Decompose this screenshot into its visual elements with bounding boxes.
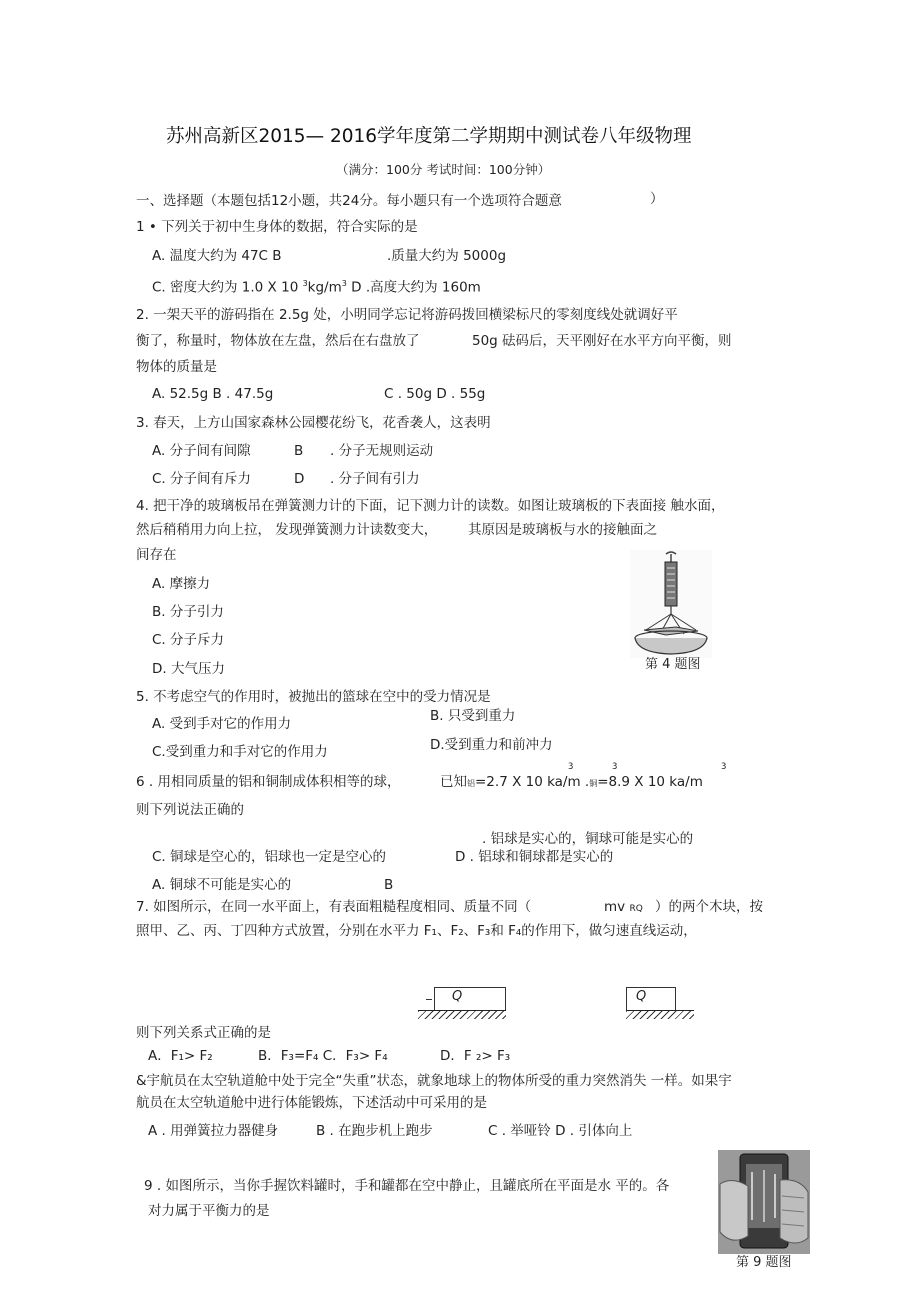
cu-density: =8.9 X 10 ka/m (597, 774, 703, 790)
option-c (152, 280, 481, 295)
section-header-close: ） (650, 191, 664, 207)
option-b-letter: B (294, 443, 304, 459)
exponent: 3 (568, 762, 574, 772)
section-header: 一、选择题（本题包括12小题，共24分。每小题只有一个选项符合题意 (136, 193, 562, 209)
question-stem-line2: 对力属于平衡力的是 (148, 1203, 270, 1219)
option-c: C. 铜球是空心的，铝球也一定是空心的 (152, 849, 387, 865)
mass-relation (604, 901, 643, 915)
question-stem-cont: ）的两个木块，按 (655, 899, 763, 915)
question-stem-line2: 照甲、乙、丙、丁四种方式放置，分别在水平力 F₁、F₂、F₃和 F₄的作用下，做匀速直线运动， (136, 923, 697, 939)
option-d: D. 大气压力 (152, 661, 225, 677)
option-a: A. 铜球不可能是实心的 (152, 877, 292, 893)
block-figure-2 (626, 985, 694, 1021)
option-b: .质量大约为 5000g (387, 248, 507, 264)
option-b: B. 分子引力 (152, 604, 224, 620)
block-label: Q (452, 989, 463, 1004)
option-a: A. 受到手对它的作用力 (152, 716, 292, 732)
block-label: Q (636, 989, 647, 1004)
question-stem: 9 . 如图所示，当你手握饮料罐时，手和罐都在空中静止，且罐底所在平面是水 平的。各 (144, 1178, 670, 1194)
option-c: C. 分子斥力 (152, 632, 225, 648)
given-density (440, 776, 703, 790)
option-bc: B．F₃=F₄ C．F₃> F₄ (258, 1048, 388, 1064)
option-a: A. 温度大约为 47C B (152, 248, 282, 264)
figure-caption: 第 4 题图 (645, 657, 701, 672)
question-stem: 7. 如图所示，在同一水平面上，有表面粗糙程度相同、质量不同（ (136, 899, 532, 915)
wood-block (626, 987, 676, 1011)
option-c: C. 分子间有斥力 (152, 471, 252, 487)
question-stem: 2. 一架天平的游码指在 2.5g 处，小明同学忘记将游码拨回横梁标尺的零刻度线处就调好平 (136, 307, 678, 323)
page-title: 苏州高新区2015— 2016学年度第二学期期中测试卷八年级物理 (166, 126, 692, 147)
option-d: D．F ₂> F₃ (440, 1048, 511, 1064)
option-b: B . 在跑步机上跑步 (316, 1123, 433, 1139)
exponent: 3 (721, 762, 727, 772)
option-d: . 分子间有引力 (330, 471, 420, 487)
option-c: C.受到重力和手对它的作用力 (152, 744, 328, 760)
question-stem: 5. 不考虑空气的作用时，被抛出的篮球在空中的受力情况是 (136, 689, 491, 705)
exam-info: （满分：100分 考试时间：100分钟） (336, 162, 551, 177)
figure-caption: 第 9 题图 (736, 1255, 792, 1270)
unit: kg/m (307, 279, 342, 296)
ground-hatch (626, 1011, 694, 1019)
given-label: 已知 (440, 774, 467, 790)
question-stem-line3: 物体的质量是 (136, 359, 217, 375)
al-density: =2.7 X 10 ka/m . (475, 774, 590, 790)
option-d-text: D .高度大约为 160m (346, 279, 481, 296)
question-stem: 3. 春天，上方山国家森林公园樱花纷飞，花香袭人，这表明 (136, 415, 491, 431)
question-stem: 4. 把干净的玻璃板吊在弹簧测力计的下面，记下测力计的读数。如图让玻璃板的下表面接 触水面， (136, 498, 725, 514)
question-stem-line3: 则下列关系式正确的是 (136, 1025, 271, 1041)
mass-relation-text: mv (604, 899, 630, 915)
question-stem-line2b: 50g 砝码后，天平刚好在水平方向平衡，则 (472, 333, 732, 349)
al-subscript: 铝 (467, 779, 475, 788)
options-cd: C . 50g D . 55g (384, 386, 486, 402)
exponent: 3 (302, 279, 308, 288)
question-stem-line2: 航员在太空轨道舱中进行体能锻炼，下述活动中可采用的是 (136, 1095, 487, 1111)
spring-scale-figure (630, 550, 712, 658)
exponent: 3 (341, 279, 347, 288)
hand-can-figure (718, 1150, 810, 1254)
block-figure-1 (418, 985, 506, 1021)
question-stem: 6 . 用相同质量的铝和铜制成体积相等的球， (136, 774, 401, 790)
exponent: 3 (612, 762, 618, 772)
cu-subscript: 铜 (589, 779, 598, 788)
question-stem: 1 • 下列关于初中生身体的数据，符合实际的是 (136, 219, 418, 235)
ground-hatch (418, 1011, 506, 1019)
option-d: D.受到重力和前冲力 (430, 737, 553, 753)
option-a: A. 摩擦力 (152, 576, 211, 592)
question-stem-line3: 间存在 (136, 547, 177, 563)
question-stem-line2a: 然后稍稍用力向上拉， 发现弹簧测力计读数变大， (136, 522, 438, 538)
option-d: D . 铝球和铜球都是实心的 (455, 849, 614, 865)
force-arrow (426, 999, 432, 1000)
options-ab: A. 52.5g B . 47.5g (152, 386, 274, 402)
option-cd: C . 举哑铃 D . 引体向上 (488, 1123, 633, 1139)
option-a: A．F₁> F₂ (148, 1048, 213, 1064)
option-d-letter: D (294, 471, 305, 487)
question-stem: &宇航员在太空轨道舱中处于完全“失重”状态，就象地球上的物体所受的重力突然消失 一样。如果宇 (136, 1073, 732, 1089)
option-a: A . 用弹簧拉力器健身 (148, 1123, 279, 1139)
option-b: B. 只受到重力 (430, 708, 516, 724)
question-stem-line2b: 其原因是玻璃板与水的接触面之 (468, 522, 657, 538)
option-b-letter: B (384, 877, 394, 893)
wood-block (434, 987, 506, 1011)
option-b: . 铝球是实心的，铜球可能是实心的 (482, 831, 694, 847)
question-stem-line2a: 衡了，称量时，物体放在左盘，然后在右盘放了 (136, 333, 420, 349)
option-b: . 分子无规则运动 (330, 443, 434, 459)
option-a: A. 分子间有间隙 (152, 443, 251, 459)
option-c-text: C. 密度大约为 1.0 X 10 (152, 279, 303, 296)
question-stem-line2: 则下列说法正确的 (136, 802, 244, 818)
mass-relation-sub: RQ (629, 904, 643, 914)
